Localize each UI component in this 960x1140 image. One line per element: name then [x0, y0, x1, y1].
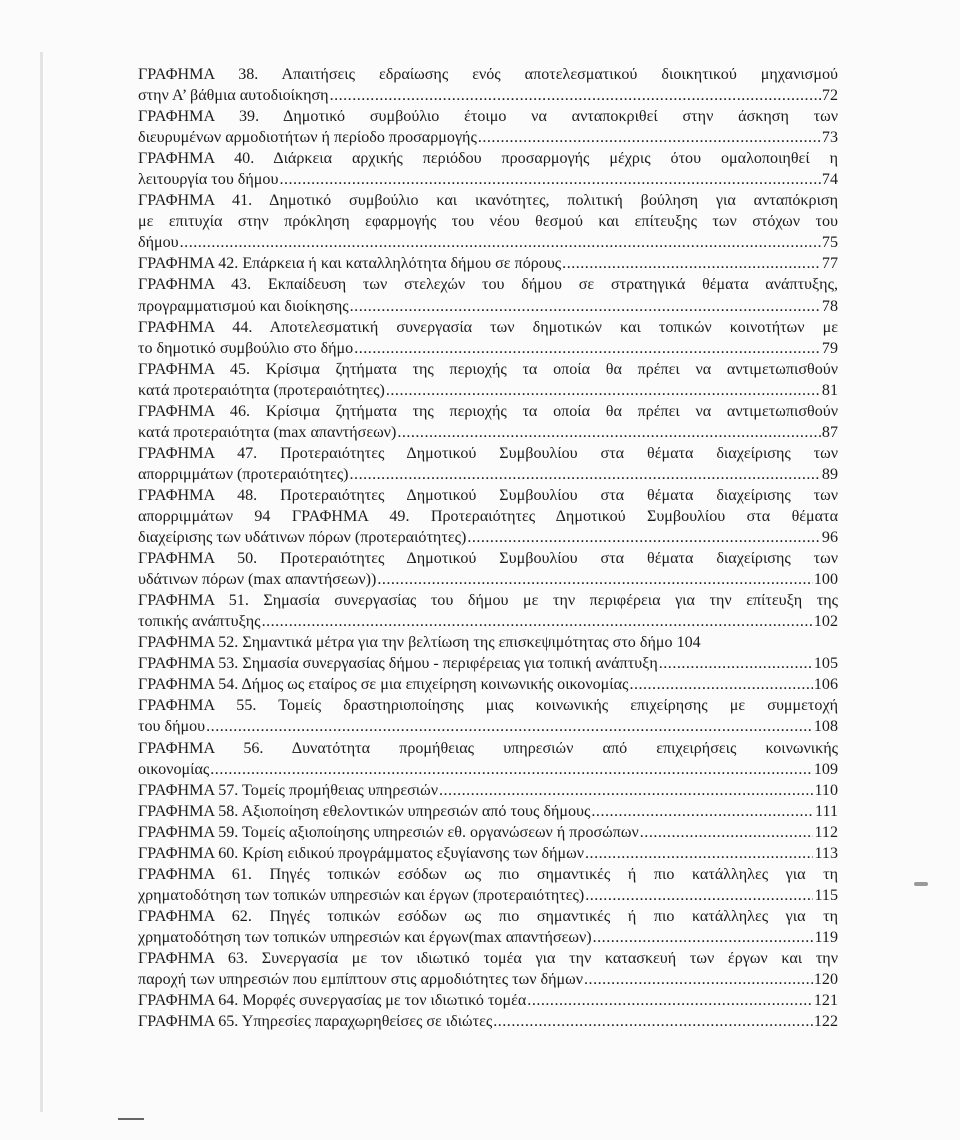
entry-title-end: ΓΡΑΦΗΜΑ 58. Αξιοποίηση εθελοντικών υπηρεσιών από τους δήμους — [138, 802, 591, 820]
entry-leader-line — [138, 422, 838, 443]
entry-leader-line — [138, 127, 838, 148]
entry-title-end: κατά προτεραιότητα (προτεραιότητες) — [138, 381, 385, 399]
entry-text-line: ΓΡΑΦΗΜΑ 41. Δημοτικό συμβούλιο και ικανότητες, πολιτική βούληση για ανταπόκριση — [138, 192, 838, 210]
entry-title-end: υδάτινων πόρων (max απαντήσεων)) — [138, 571, 377, 589]
dot-leader — [386, 380, 821, 401]
entry-title-end: του δήμου — [138, 718, 206, 736]
dot-leader — [279, 169, 820, 190]
entry-text-line: ΓΡΑΦΗΜΑ 51. Σημασία συνεργασίας του δήμου με την περιφέρεια για την επίτευξη της — [138, 592, 838, 610]
page-number[interactable]: 122 — [813, 1013, 838, 1031]
page-number[interactable]: 108 — [813, 718, 838, 736]
page-number[interactable]: 73 — [821, 129, 838, 147]
page-number[interactable]: 74 — [821, 171, 838, 189]
dot-leader — [206, 716, 813, 737]
dot-leader — [180, 232, 821, 253]
page-number[interactable]: 106 — [813, 676, 838, 694]
page-number[interactable]: 75 — [821, 234, 838, 252]
entry-text-line: ΓΡΑΦΗΜΑ 46. Κρίσιμα ζητήματα της περιοχής τα οποία θα πρέπει να αντιμετωπισθούν — [138, 402, 838, 420]
entry-text-line: ΓΡΑΦΗΜΑ 61. Πηγές τοπικών εσόδων ως πιο σημαντικές ή πιο κατάλληλες για τη — [138, 865, 838, 883]
entry-title-end: παροχή των υπηρεσιών που εμπίπτουν στις αρμοδιότητες των δήμων — [138, 971, 584, 989]
entry-title-end: ΓΡΑΦΗΜΑ 64. Μορφές συνεργασίας με τον ιδιωτικό τομέα — [138, 992, 527, 1010]
entry-leader-line — [138, 969, 838, 990]
page-number[interactable]: 110 — [814, 781, 838, 799]
page-number[interactable]: 102 — [813, 613, 838, 631]
dot-leader — [478, 127, 821, 148]
dot-leader — [591, 801, 814, 822]
toc-entry[interactable] — [138, 864, 838, 906]
entry-title-end: ΓΡΑΦΗΜΑ 57. Τομείς προμήθειας υπηρεσιών — [138, 781, 438, 799]
toc-entry[interactable] — [138, 590, 838, 632]
toc-entry[interactable] — [138, 906, 838, 948]
toc-entry[interactable] — [138, 190, 838, 253]
toc-entry[interactable] — [138, 274, 838, 316]
toc-entry[interactable] — [138, 990, 838, 1011]
toc-entry[interactable] — [138, 317, 838, 359]
entry-title-end: κατά προτεραιότητα (max απαντήσεων) — [138, 423, 397, 441]
toc-entry[interactable] — [138, 359, 838, 401]
toc-entry[interactable] — [138, 822, 838, 843]
entry-leader-line — [138, 822, 838, 843]
entry-leader-line — [138, 716, 838, 737]
entry-title-end: στην Α’ βάθμια αυτοδιοίκηση — [138, 87, 329, 105]
entry-title-end: ΓΡΑΦΗΜΑ 65. Υπηρεσίες παραχωρηθείσες σε ιδιώτες — [138, 1013, 493, 1031]
entry-leader-line — [138, 801, 838, 822]
dot-leader — [467, 527, 821, 548]
dot-leader — [397, 422, 821, 443]
toc-entry[interactable] — [138, 695, 838, 737]
page-number[interactable]: 89 — [821, 465, 838, 483]
page-number[interactable]: 109 — [813, 760, 838, 778]
page-number[interactable]: 79 — [821, 339, 838, 357]
toc-entry[interactable] — [138, 548, 838, 590]
toc-entry[interactable] — [138, 485, 838, 548]
entry-title-end: δήμου — [138, 234, 179, 252]
entry-leader-line — [138, 338, 838, 359]
dot-leader — [585, 885, 813, 906]
dot-leader — [659, 653, 813, 674]
entry-leader-line — [138, 653, 838, 674]
entry-leader-line — [138, 380, 838, 401]
toc-entry[interactable] — [138, 843, 838, 864]
entry-text-line: ΓΡΑΦΗΜΑ 62. Πηγές τοπικών εσόδων ως πιο σημαντικές ή πιο κατάλληλες για τη — [138, 907, 838, 925]
entry-leader-line — [138, 885, 838, 906]
toc-entry[interactable] — [138, 653, 838, 674]
entry-text-line: ΓΡΑΦΗΜΑ 45. Κρίσιμα ζητήματα της περιοχής τα οποία θα πρέπει να αντιμετωπισθούν — [138, 360, 838, 378]
entry-title-end: χρηματοδότηση των τοπικών υπηρεσιών και έργων(max απαντήσεων) — [138, 928, 592, 946]
entry-title-end: ΓΡΑΦΗΜΑ 60. Κρίση ειδικού προγράμματος εξυγίανσης των δήμων — [138, 844, 585, 862]
toc-entry[interactable] — [138, 948, 838, 990]
page-number[interactable]: 119 — [814, 928, 838, 946]
entry-text-line: ΓΡΑΦΗΜΑ 48. Προτεραιότητες Δημοτικού Συμβουλίου στα θέματα διαχείρισης των — [138, 486, 838, 504]
entry-text-line: απορριμμάτων 94 ΓΡΑΦΗΜΑ 49. Προτεραιότητες Δημοτικού Συμβουλίου στα θέματα — [138, 507, 838, 525]
entry-leader-line — [138, 527, 838, 548]
entry-text-line: ΓΡΑΦΗΜΑ 39. Δημοτικό συμβούλιο έτοιμο να ανταποκριθεί στην άσκηση των — [138, 108, 838, 126]
toc-entry[interactable] — [138, 738, 838, 780]
dot-leader — [350, 464, 821, 485]
page-number[interactable]: 78 — [821, 297, 838, 315]
dot-leader — [527, 990, 813, 1011]
toc-entry[interactable] — [138, 632, 838, 653]
entry-leader-line — [138, 232, 838, 253]
dot-leader — [585, 843, 813, 864]
page-number[interactable]: 81 — [821, 381, 838, 399]
entry-title-end: τοπικής ανάπτυξης — [138, 613, 261, 631]
page-number[interactable]: 115 — [814, 886, 838, 904]
dot-leader — [629, 674, 812, 695]
page-number[interactable]: 113 — [814, 844, 838, 862]
dot-leader — [330, 85, 821, 106]
page-number[interactable]: 105 — [813, 655, 838, 673]
page-number[interactable]: 72 — [821, 87, 838, 105]
entry-leader-line — [138, 1011, 838, 1032]
entry-leader-line — [138, 296, 838, 317]
scan-margin-shadow — [40, 52, 43, 1112]
entry-title-end: ΓΡΑΦΗΜΑ 53. Σημασία συνεργασίας δήμου - περιφέρειας για τοπική ανάπτυξη — [138, 655, 658, 673]
entry-leader-line — [138, 464, 838, 485]
page-number[interactable]: 87 — [821, 423, 838, 441]
entry-title-end: ΓΡΑΦΗΜΑ 54. Δήμος ως εταίρος σε μια επιχείρηση κοινωνικής οικονομίας — [138, 676, 629, 694]
page-number[interactable]: 96 — [821, 529, 838, 547]
toc-entry[interactable] — [138, 401, 838, 443]
entry-title-end: ΓΡΑΦΗΜΑ 42. Επάρκεια ή και καταλληλότητα δήμου σε πόρους — [138, 255, 562, 273]
dot-leader — [210, 759, 813, 780]
toc-entry[interactable] — [138, 674, 838, 695]
dot-leader — [640, 822, 814, 843]
entry-leader-line — [138, 253, 838, 274]
entry-text-line: ΓΡΑΦΗΜΑ 44. Αποτελεσματική συνεργασία των δημοτικών και τοπικών κοινοτήτων με — [138, 318, 838, 336]
dot-leader — [262, 611, 813, 632]
entry-text-line: ΓΡΑΦΗΜΑ 55. Τομείς δραστηριοποίησης μιας κοινωνικής επιχείρησης με συμμετοχή — [138, 697, 838, 715]
entry-leader-line — [138, 169, 838, 190]
toc-entry[interactable] — [138, 64, 838, 106]
entry-text-line: ΓΡΑΦΗΜΑ 40. Διάρκεια αρχικής περιόδου προσαρμογής μέχρις ότου ομαλοποιηθεί η — [138, 150, 838, 168]
entry-title-end: λειτουργία του δήμου — [138, 171, 279, 189]
page-number[interactable]: 120 — [813, 971, 838, 989]
entry-leader-line — [138, 990, 838, 1011]
toc-entry[interactable] — [138, 106, 838, 148]
list-of-figures — [138, 64, 838, 1032]
entry-leader-line — [138, 569, 838, 590]
entry-leader-line — [138, 843, 838, 864]
entry-title-end: χρηματοδότηση των τοπικών υπηρεσιών και έργων (προτεραιότητες) — [138, 886, 585, 904]
entry-leader-line — [138, 674, 838, 695]
entry-text-line: ΓΡΑΦΗΜΑ 47. Προτεραιότητες Δημοτικού Συμβουλίου στα θέματα διαχείρισης των — [138, 444, 838, 462]
scan-underline-mark — [118, 1118, 144, 1120]
scan-mark — [914, 882, 928, 886]
entry-leader-line — [138, 780, 838, 801]
entry-title-end: προγραμματισμού και διοίκησης — [138, 297, 349, 315]
entry-text-line: ΓΡΑΦΗΜΑ 38. Απαιτήσεις εδραίωσης ενός αποτελεσματικού διοικητικού μηχανισμού — [138, 66, 838, 83]
entry-title-end: ΓΡΑΦΗΜΑ 59. Τομείς αξιοποίησης υπηρεσιών εθ. οργανώσεων ή προσώπων — [138, 823, 639, 841]
entry-text-line: ΓΡΑΦΗΜΑ 63. Συνεργασία με τον ιδιωτικό τομέα για την κατασκευή των έργων και την — [138, 949, 838, 967]
dot-leader — [562, 253, 821, 274]
page-number[interactable]: 100 — [813, 571, 838, 589]
entry-leader-line — [138, 611, 838, 632]
dot-leader — [354, 338, 821, 359]
toc-entry[interactable] — [138, 801, 838, 822]
toc-entry[interactable] — [138, 780, 838, 801]
page-number[interactable]: 112 — [814, 823, 838, 841]
entry-text-line: ΓΡΑΦΗΜΑ 43. Εκπαίδευση των στελεχών του δήμου σε στρατηγικά θέματα ανάπτυξης, — [138, 276, 838, 294]
entry-title-end: διευρυμένων αρμοδιοτήτων ή περίοδο προσαρμογής — [138, 129, 477, 147]
entry-title-end: το δημοτικό συμβούλιο στο δήμο — [138, 339, 354, 357]
toc-entry[interactable] — [138, 148, 838, 190]
dot-leader — [593, 927, 814, 948]
entry-leader-line — [138, 759, 838, 780]
entry-title-end: απορριμμάτων (προτεραιότητες) — [138, 465, 349, 483]
dot-leader — [377, 569, 813, 590]
toc-entry[interactable] — [138, 253, 838, 274]
entry-title-end: οικονομίας — [138, 760, 210, 778]
entry-leader-line — [138, 927, 838, 948]
entry-text-line: με επιτυχία στην πρόκληση εφαρμογής του νέου θεσμού και επίτευξης των στόχων του — [138, 213, 838, 231]
dot-leader — [439, 780, 813, 801]
toc-entry[interactable] — [138, 1011, 838, 1032]
page-number[interactable]: 121 — [813, 992, 838, 1010]
entry-text-line: ΓΡΑΦΗΜΑ 50. Προτεραιότητες Δημοτικού Συμβουλίου στα θέματα διαχείρισης των — [138, 550, 838, 568]
page-number[interactable]: 77 — [821, 255, 838, 273]
entry-text-line: ΓΡΑΦΗΜΑ 52. Σημαντικά μέτρα για την βελτίωση της επισκεψιμότητας στο δήμο 104 — [138, 634, 701, 652]
page-number[interactable]: 111 — [815, 802, 838, 820]
entry-title-end: διαχείρισης των υδάτινων πόρων (προτεραιότητες) — [138, 529, 467, 547]
entry-text-line: ΓΡΑΦΗΜΑ 56. Δυνατότητα προμήθειας υπηρεσιών από επιχειρήσεις κοινωνικής — [138, 739, 838, 757]
dot-leader — [584, 969, 813, 990]
entry-leader-line — [138, 85, 838, 106]
dot-leader — [493, 1011, 813, 1032]
dot-leader — [350, 296, 821, 317]
toc-entry[interactable] — [138, 443, 838, 485]
